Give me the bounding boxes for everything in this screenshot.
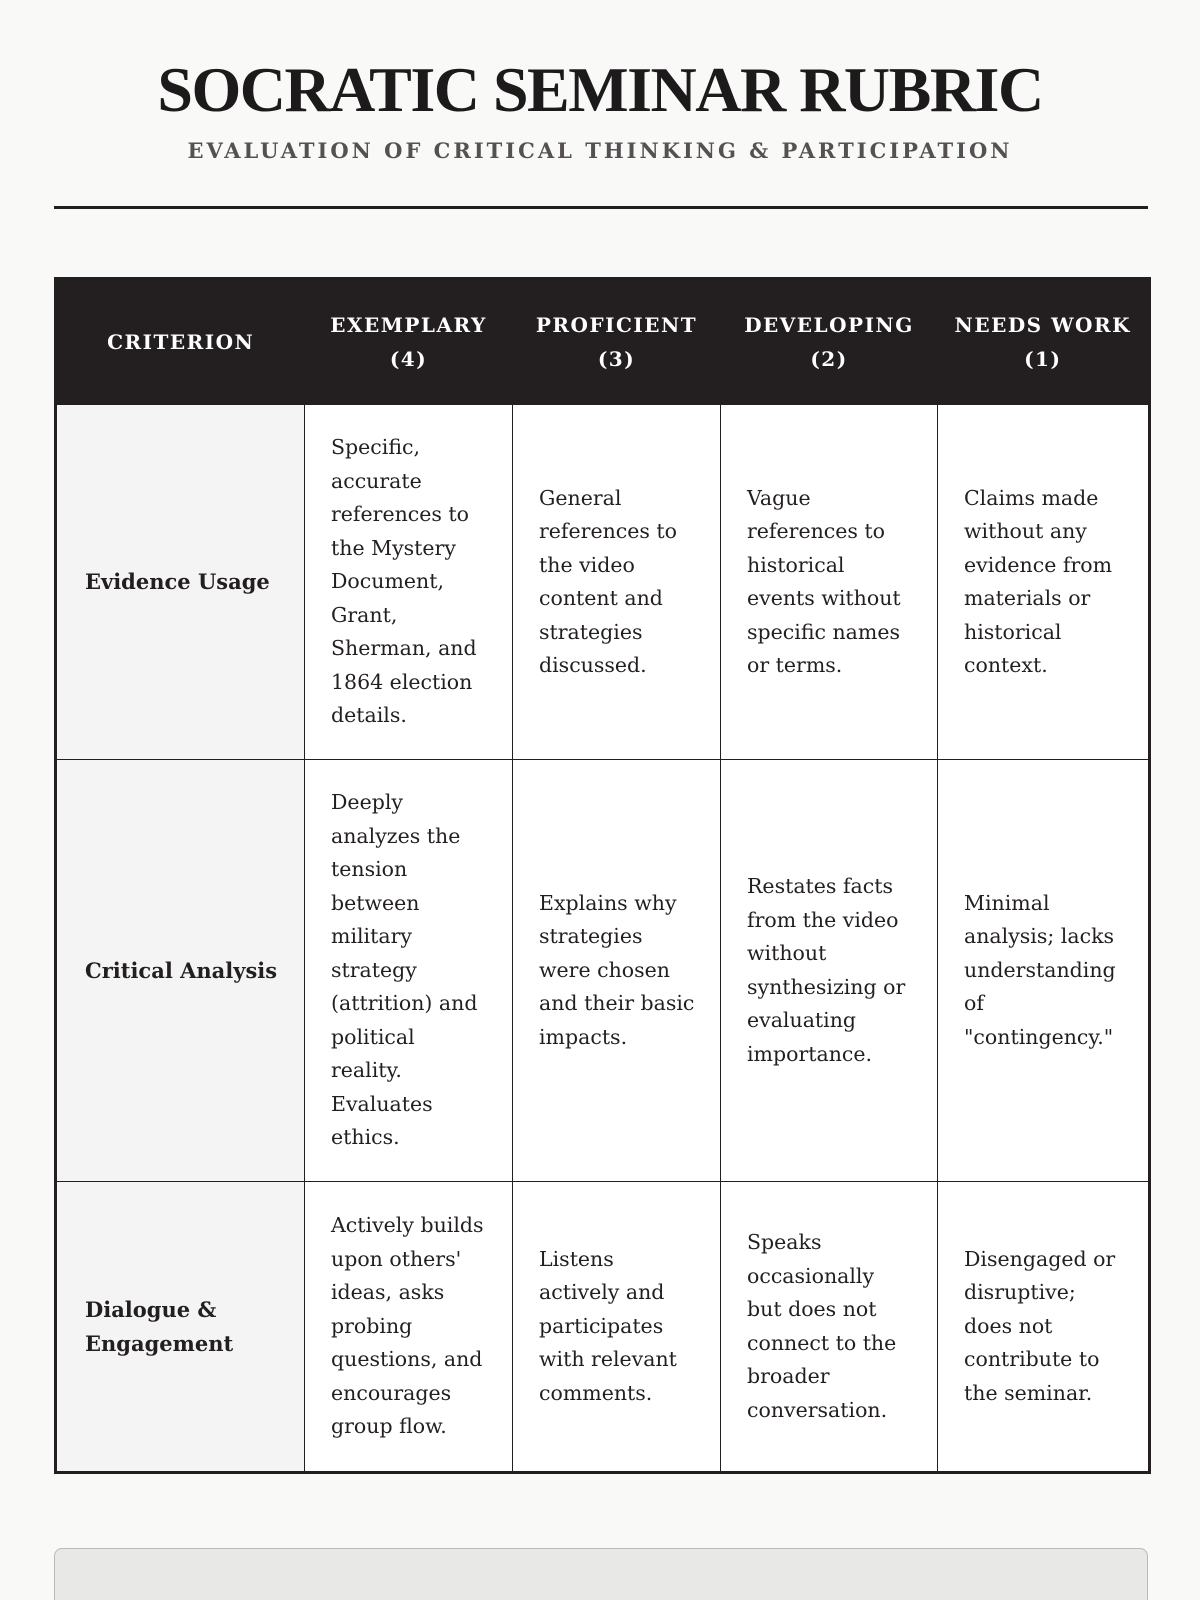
criterion-cell: Evidence Usage — [56, 405, 305, 760]
notes-box — [54, 1548, 1148, 1600]
column-header-needs-work: NEEDS WORK (1) — [938, 279, 1150, 405]
column-header-developing: DEVELOPING (2) — [721, 279, 938, 405]
developing-cell: Speaks occasionally but does not connect to the broader conversation. — [721, 1182, 938, 1473]
proficient-cell: Explains why strategies were chosen and their basic impacts. — [513, 760, 721, 1182]
table-row — [56, 760, 1150, 1182]
exemplary-cell: Deeply analyzes the tension between military strategy (attrition) and political reality. Evaluates ethics. — [305, 760, 513, 1182]
criterion-cell: Critical Analysis — [56, 760, 305, 1182]
needs-work-cell: Minimal analysis; lacks understanding of "contingency." — [938, 760, 1150, 1182]
criterion-cell: Dialogue & Engagement — [56, 1182, 305, 1473]
exemplary-cell: Specific, accurate references to the Mystery Document, Grant, Sherman, and 1864 election details. — [305, 405, 513, 760]
developing-cell: Vague references to historical events without specific names or terms. — [721, 405, 938, 760]
header-divider — [54, 206, 1148, 209]
page-title: SOCRATIC SEMINAR RUBRIC — [157, 54, 1043, 125]
page-header — [0, 52, 1200, 163]
developing-cell: Restates facts from the video without synthesizing or evaluating importance. — [721, 760, 938, 1182]
column-header-exemplary: EXEMPLARY (4) — [305, 279, 513, 405]
page-subtitle: EVALUATION OF CRITICAL THINKING & PARTICIPATION — [187, 138, 1013, 163]
table-row — [56, 405, 1150, 760]
table-row — [56, 1182, 1150, 1473]
rubric-table — [54, 277, 1151, 1474]
needs-work-cell: Disengaged or disruptive; does not contribute to the seminar. — [938, 1182, 1150, 1473]
column-header-proficient: PROFICIENT (3) — [513, 279, 721, 405]
proficient-cell: General references to the video content and strategies discussed. — [513, 405, 721, 760]
exemplary-cell: Actively builds upon others' ideas, asks probing questions, and encourages group flow. — [305, 1182, 513, 1473]
proficient-cell: Listens actively and participates with relevant comments. — [513, 1182, 721, 1473]
needs-work-cell: Claims made without any evidence from materials or historical context. — [938, 405, 1150, 760]
table-header-row — [56, 279, 1150, 405]
column-header-criterion: CRITERION — [56, 279, 305, 405]
